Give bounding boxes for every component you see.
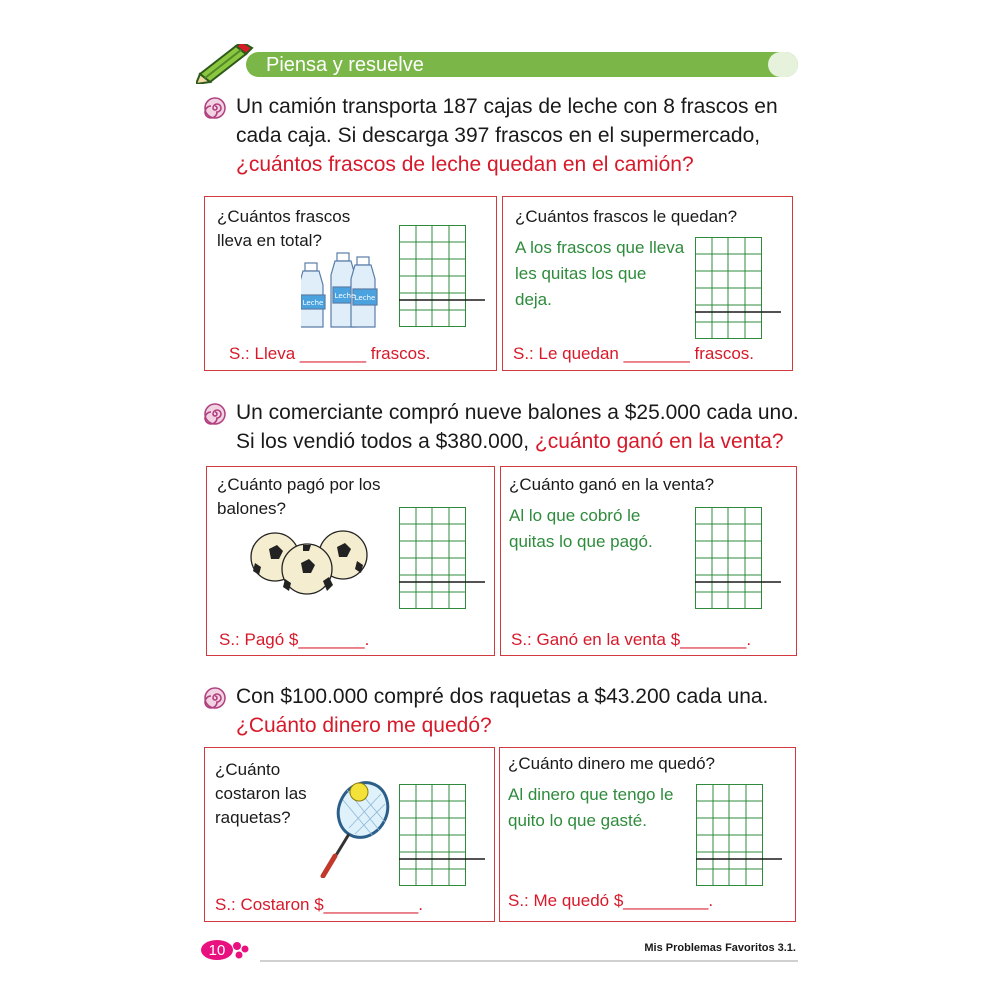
problem-3-question: ¿Cuánto dinero me quedó? (236, 714, 492, 737)
problem-2-text (236, 398, 806, 456)
problem-1-statement: Un camión transporta 187 cajas de leche con 8 frascos en cada caja. Si descarga 397 frascos en el supermercado, (236, 95, 778, 147)
problem-1-text (236, 92, 796, 179)
problem-1-right-hint: A los frascos que lleva les quitas los que deja. (515, 238, 685, 309)
problem-2-right-answer: S.: Ganó en la venta $_______. (511, 630, 752, 649)
problem-1-left-answer: S.: Lleva _______ frascos. (229, 344, 431, 363)
bottle-label-1: Leche (302, 299, 324, 307)
problem-2-left-box (206, 466, 495, 656)
work-grid[interactable] (399, 784, 489, 886)
page-number: 10 (208, 942, 226, 959)
problem-3-left-answer: S.: Costaron $__________. (215, 895, 423, 914)
section-title: Piensa y resuelve (266, 54, 424, 76)
problem-3-left-box (204, 747, 495, 922)
problem-3-text (236, 682, 806, 740)
milk-bottles-icon (301, 249, 381, 329)
work-grid[interactable] (695, 237, 785, 339)
book-title: Mis Problemas Favoritos 3.1. (644, 942, 796, 954)
page-number-badge (199, 939, 259, 961)
work-grid[interactable] (696, 784, 786, 886)
work-grid[interactable] (695, 507, 785, 609)
work-grid[interactable] (399, 225, 489, 327)
problem-1-question: ¿cuántos frascos de leche quedan en el camión? (236, 153, 694, 176)
spiral-bullet-icon (204, 97, 226, 119)
work-grid[interactable] (399, 507, 489, 609)
bottle-label-2: Leche (334, 292, 356, 300)
problem-2-right-label: ¿Cuánto ganó en la venta? (509, 475, 715, 494)
problem-1-right-answer: S.: Le quedan _______ frascos. (513, 344, 755, 363)
problem-2-right-box (500, 466, 797, 656)
problem-3-right-answer: S.: Me quedó $_________. (508, 891, 714, 910)
problem-3-right-label: ¿Cuánto dinero me quedó? (508, 754, 715, 773)
tennis-racket-icon (315, 778, 395, 878)
problem-1-right-label: ¿Cuántos frascos le quedan? (515, 207, 738, 226)
problem-3-right-box (499, 747, 796, 922)
problem-3-statement: Con $100.000 compré dos raquetas a $43.200 cada una. (236, 685, 769, 708)
header-band-end (768, 52, 798, 77)
problem-1-left-label: ¿Cuántos frascos lleva en total? (217, 207, 351, 250)
problem-2-statement: Un comerciante compró nueve balones a $25.000 cada uno. Si los vendió todos a $380.000, (236, 401, 799, 453)
bottle-label-3: Leche (354, 294, 376, 302)
footer-divider (260, 960, 798, 962)
problem-3-left-label: ¿Cuánto costaron las raquetas? (215, 760, 307, 827)
spiral-bullet-icon (204, 687, 226, 709)
problem-2-right-hint: Al lo que cobró le quitas lo que pagó. (509, 506, 653, 551)
problem-2-left-answer: S.: Pagó $_______. (219, 630, 370, 649)
problem-2-left-label: ¿Cuánto pagó por los balones? (217, 475, 381, 518)
problem-2-question: ¿cuánto ganó en la venta? (534, 430, 784, 453)
problem-3-right-hint: Al dinero que tengo le quito lo que gasté. (508, 785, 674, 830)
spiral-bullet-icon (204, 403, 226, 425)
problem-1-right-box (502, 196, 793, 371)
pencil-icon (196, 44, 256, 84)
problem-1-left-box (204, 196, 497, 371)
soccer-balls-icon (249, 527, 369, 597)
